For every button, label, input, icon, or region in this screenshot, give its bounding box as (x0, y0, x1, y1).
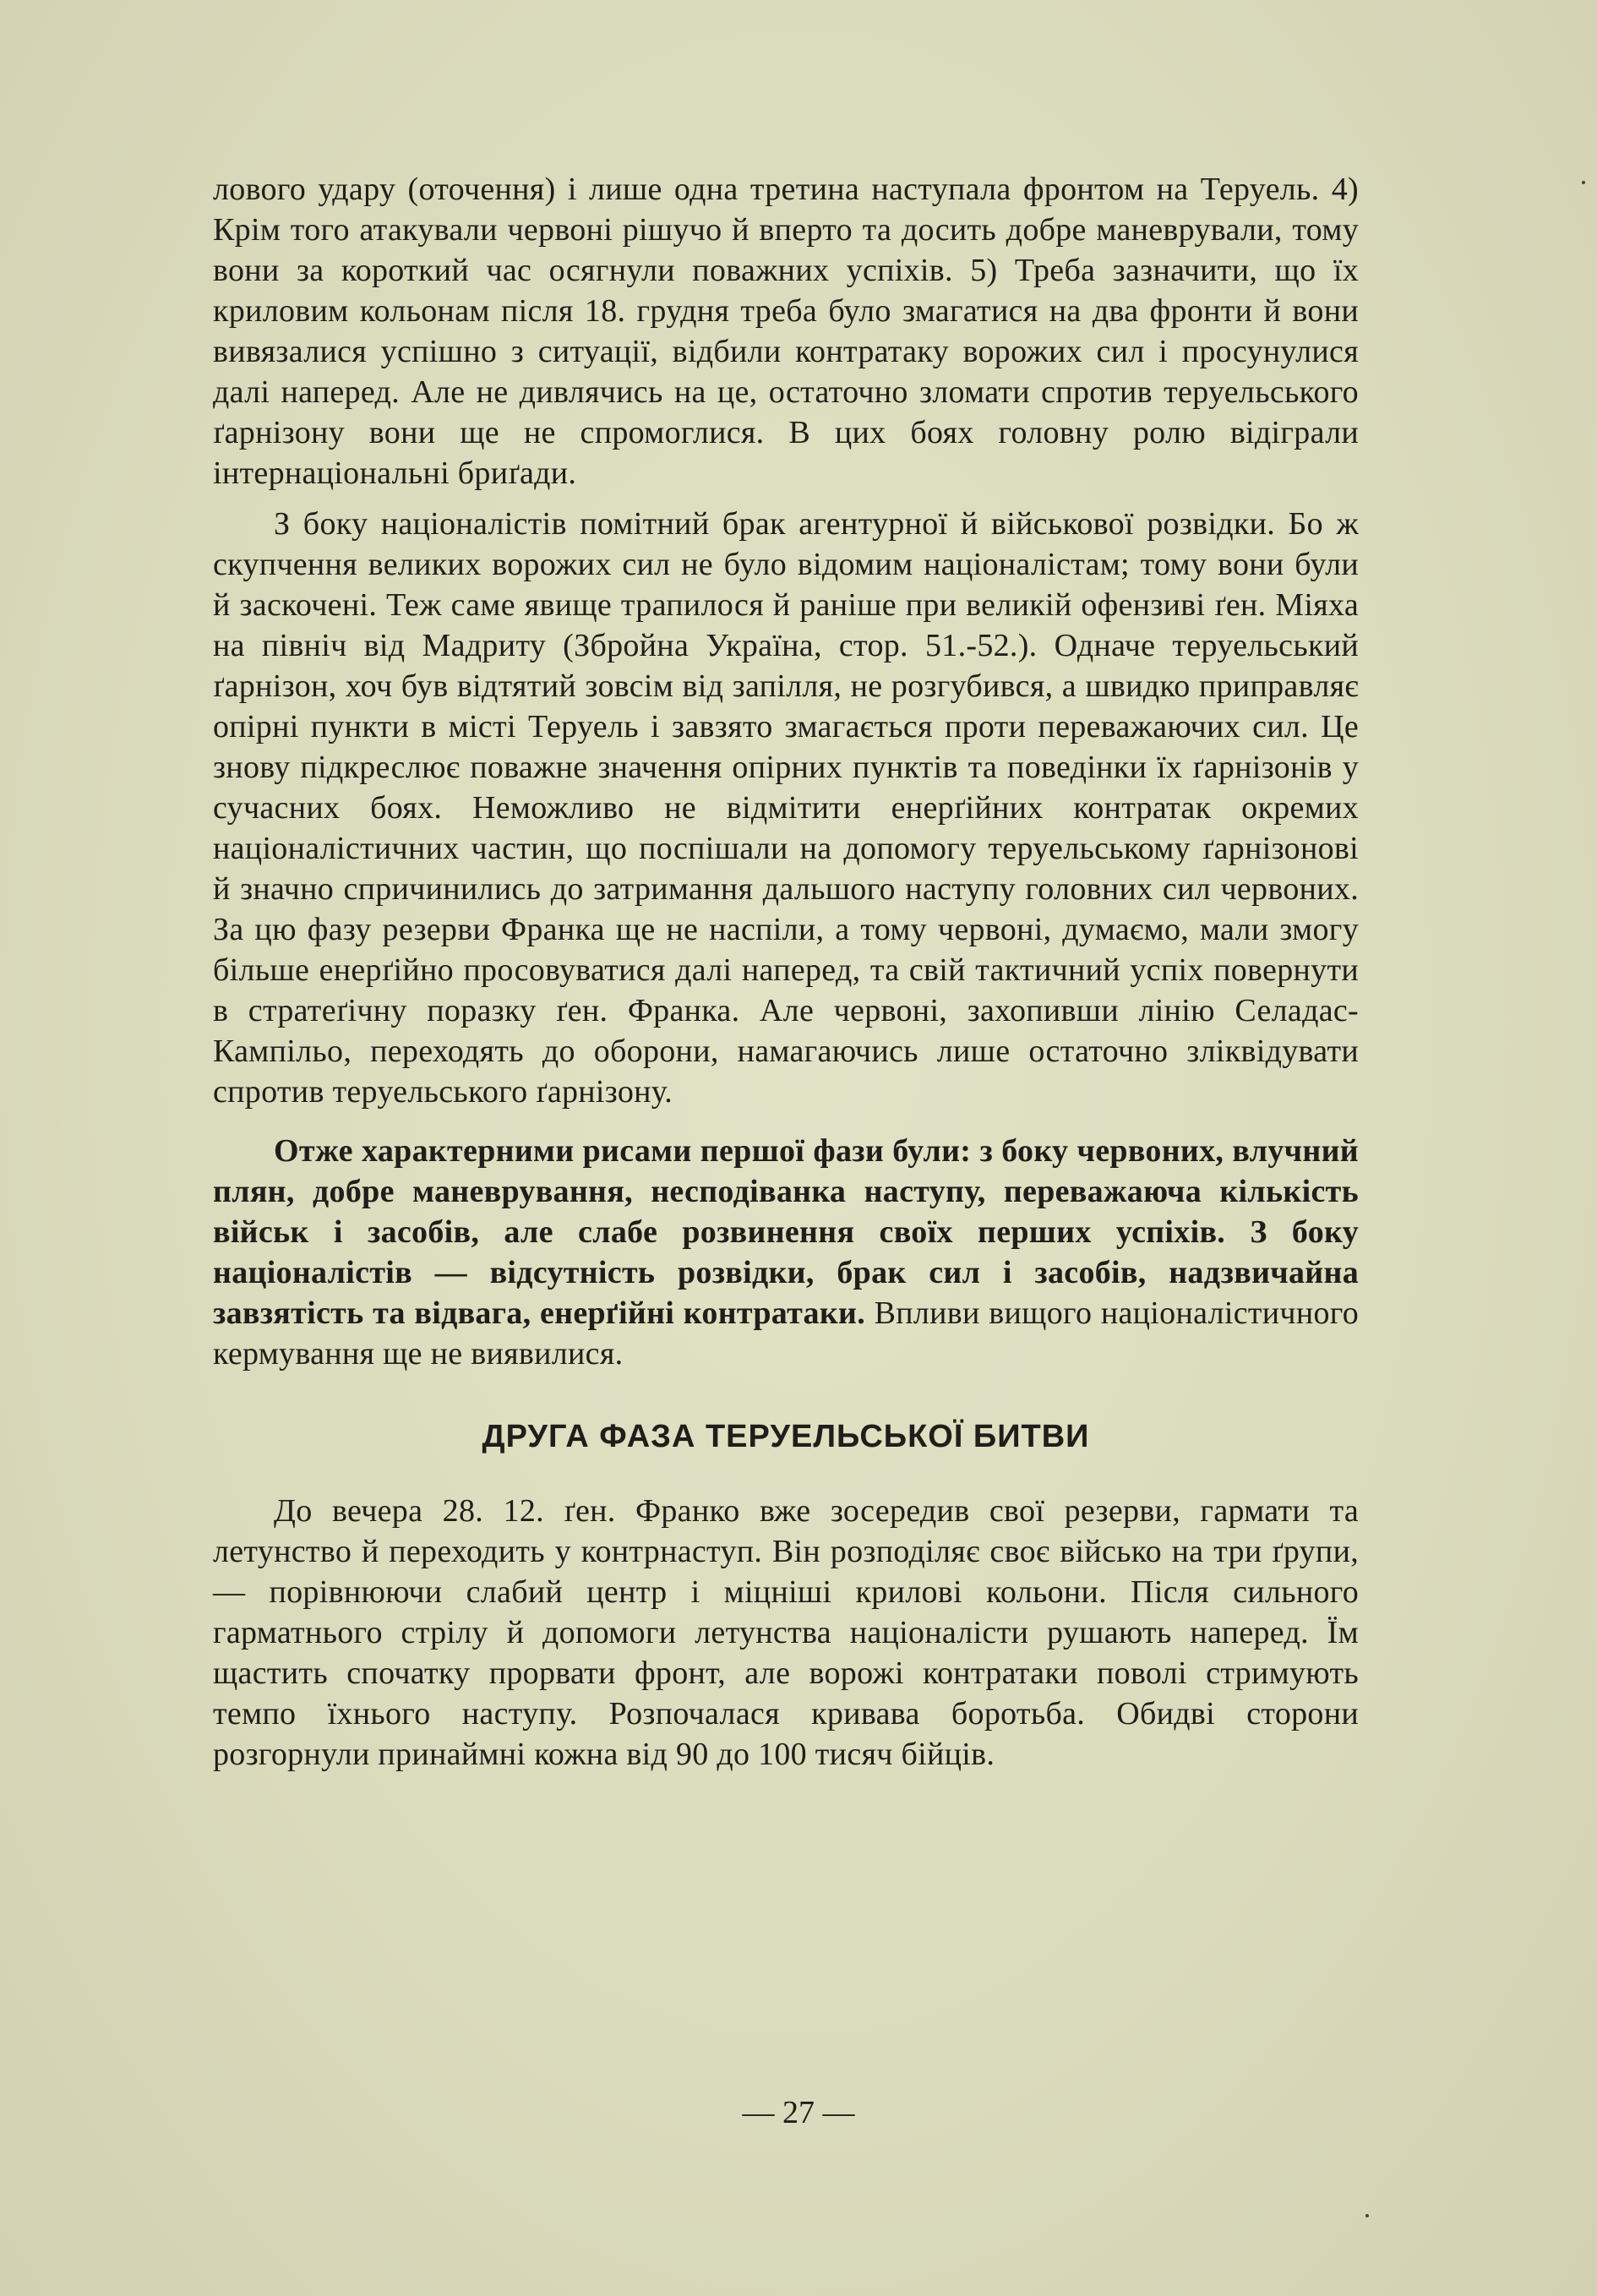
paragraph-3-normal-text: Впливи вищого націоналістичного кермування ще не виявилися. (213, 1295, 1359, 1372)
paragraph-4: До вечера 28. 12. ґен. Франко вже зосередив свої резерви, гармати та летунство й переходить у контрнаступ. Він розподіляє своє військо на три ґрупи, — порівнюючи слабий центр і міцніші крилові кольони. Після сильного гарматнього стрілу й допомоги летунства націоналісти рушають наперед. Їм щастить спочатку прорвати фронт, але ворожі контратаки поволі стримують темпо їхнього наступу. Розпочалася кривава боротьба. Обидві сторони розгорнули принаймні кожна від 90 до 100 тисяч бійців. (213, 1493, 1359, 1772)
section-heading: ДРУГА ФАЗА ТЕРУЕЛЬСЬКОЇ БИТВИ (482, 1419, 1090, 1454)
speck-mark (1365, 2214, 1369, 2217)
page-body (213, 169, 1359, 1785)
paragraph-3-bold-text: Отже характерними рисами першої фази були: з боку червоних, влучний плян, добре маневрування, несподіванка наступу, переважаюча кількість військ і засобів, але слабе розвинення своїх перших успіхів. З боку націоналістів — відсутність розвідки, брак сил і засобів, надзвичайна завзятість та відвага, енерґійні контратаки. (213, 1133, 1359, 1331)
paragraph-1: лового удару (оточення) і лише одна третина наступала фронтом на Теруель. 4) Крім того атакували червоні рішучо й вперто та досить добре маневрували, тому вони за короткий час осягнули поважних успіхів. 5) Треба зазначити, що їх криловим кольонам після 18. грудня треба було змагатися на два фронти й вони вивязалися успішно з ситуації, відбили контратаку ворожих сил і просунулися далі наперед. Але не дивлячись на це, остаточно зломати спротив теруельського ґарнізону вони ще не спромоглися. В цих боях головну ролю відіграли інтернаціональні бриґади. (213, 172, 1359, 491)
paragraph-2: З боку націоналістів помітний брак агентурної й військової розвідки. Бо ж скупчення великих ворожих сил не було відомим націоналістам; тому вони були й заскочені. Теж саме явище трапилося й раніше при великій офензиві ґен. Міяха на північ від Мадриту (Збройна Україна, стор. 51.-52.). Одначе теруельський ґарнізон, хоч був відтятий зовсім від запілля, не розгубився, а швидко приправляє опірні пункти в місті Теруель і завзято змагається проти переважаючих сил. Це знову підкреслює поважне значення опірних пунктів та поведінки їх ґарнізонів у сучасних боях. Неможливо не відмітити енерґійних контратак окремих націоналістичних частин, що поспішали на допомогу теруельському ґарнізонові й значно спричинились до затримання дальшого наступу головних сил червоних. За цю фазу резерви Франка ще не наспіли, а тому червоні, думаємо, мали змогу більше енерґійно просовуватися далі наперед, та свій тактичний успіх повернути в стратеґічну поразку ґен. Франка. Але червоні, захопивши лінію Селадас-Кампільо, переходять до оборони, намагаючись лише остаточно зліквідувати спротив теруельського ґарнізону. (213, 506, 1359, 1110)
speck-mark (1582, 181, 1585, 184)
page-number: — 27 — (742, 2095, 855, 2130)
paragraph-3-summary (213, 1131, 1359, 1374)
